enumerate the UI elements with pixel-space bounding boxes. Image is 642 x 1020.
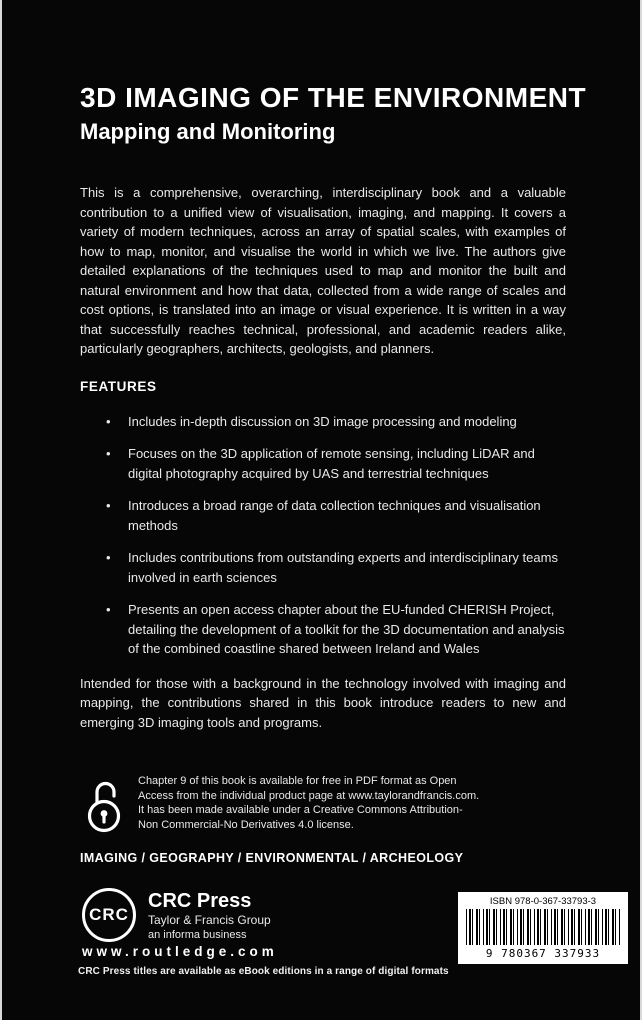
- book-description: This is a comprehensive, overarching, interdisciplinary book and a valuable contribution to a unified view of visualisation, imaging, and mapping. It covers a variety of modern techniques, across an array of spatial scales, with examples of how to map, monitor, and visualise the world in which we live. The authors give detailed explanations of the techniques used to map and monitor the built and natural environment and how that data, collected from a wide range of scales and cost options, is translated into an image or visual experience. It is written in a way that successfully reaches technical, professional, and academic readers alike, particularly geographers, architects, geologists, and planners.: [80, 185, 566, 357]
- isbn-number: 9 780367 337933: [485, 947, 601, 960]
- crc-logo-icon: [82, 888, 136, 942]
- isbn-label: ISBN 978-0-367-33793-3: [489, 896, 597, 907]
- open-access-icon: [86, 776, 124, 834]
- feature-text: Focuses on the 3D application of remote sensing, including LiDAR and digital photography acquired by UAS and terrestrial techniques: [128, 446, 535, 481]
- feature-item: [128, 444, 566, 483]
- closing-paragraph: Intended for those with a background in the technology involved with imaging and mapping, the contributions shared in this book introduce readers to new and emerging 3D imaging tools and programs.: [80, 675, 566, 730]
- feature-item: [128, 600, 566, 659]
- publisher-block: [82, 888, 271, 942]
- features-list: [80, 412, 566, 659]
- feature-item: [128, 496, 566, 535]
- feature-text: Presents an open access chapter about the EU-funded CHERISH Project, detailing the development of a toolkit for the 3D documentation and analysis of the combined coastline shared between Ireland and Wales: [128, 602, 565, 657]
- publisher-name: CRC Press: [148, 890, 252, 912]
- publisher-website: www.routledge.com: [82, 944, 278, 959]
- feature-text: Introduces a broad range of data collection techniques and visualisation methods: [128, 498, 541, 533]
- feature-text: Includes in-depth discussion on 3D image processing and modeling: [128, 413, 517, 429]
- publisher-text: [148, 888, 271, 942]
- feature-text: Includes contributions from outstanding experts and interdisciplinary teams involved in earth sciences: [128, 550, 558, 585]
- publisher-group: Taylor & Francis Group: [148, 913, 271, 927]
- open-access-note: Chapter 9 of this book is available for free in PDF format as Open Access from the individual product page at www.taylorandfrancis.com. It has been made available under a Creative Commons Attribution-Non Commercial-No Derivatives 4.0 license.: [138, 775, 480, 831]
- feature-item: [128, 548, 566, 587]
- barcode-bars-icon: [466, 909, 620, 945]
- features-heading: FEATURES: [80, 378, 157, 394]
- publisher-business: an informa business: [148, 929, 247, 941]
- crc-logo-text: CRC: [89, 905, 129, 924]
- cover-content: [80, 82, 587, 732]
- footer-note: CRC Press titles are available as eBook editions in a range of digital formats: [78, 966, 449, 977]
- page-edge-left: [0, 0, 2, 1020]
- category-line: IMAGING / GEOGRAPHY / ENVIRONMENTAL / ARCHEOLOGY: [80, 851, 464, 865]
- book-subtitle: Mapping and Monitoring: [80, 119, 336, 145]
- feature-item: [128, 412, 566, 432]
- open-access-section: [86, 774, 486, 834]
- book-title: 3D IMAGING OF THE ENVIRONMENT: [80, 82, 587, 113]
- isbn-barcode: [458, 892, 628, 964]
